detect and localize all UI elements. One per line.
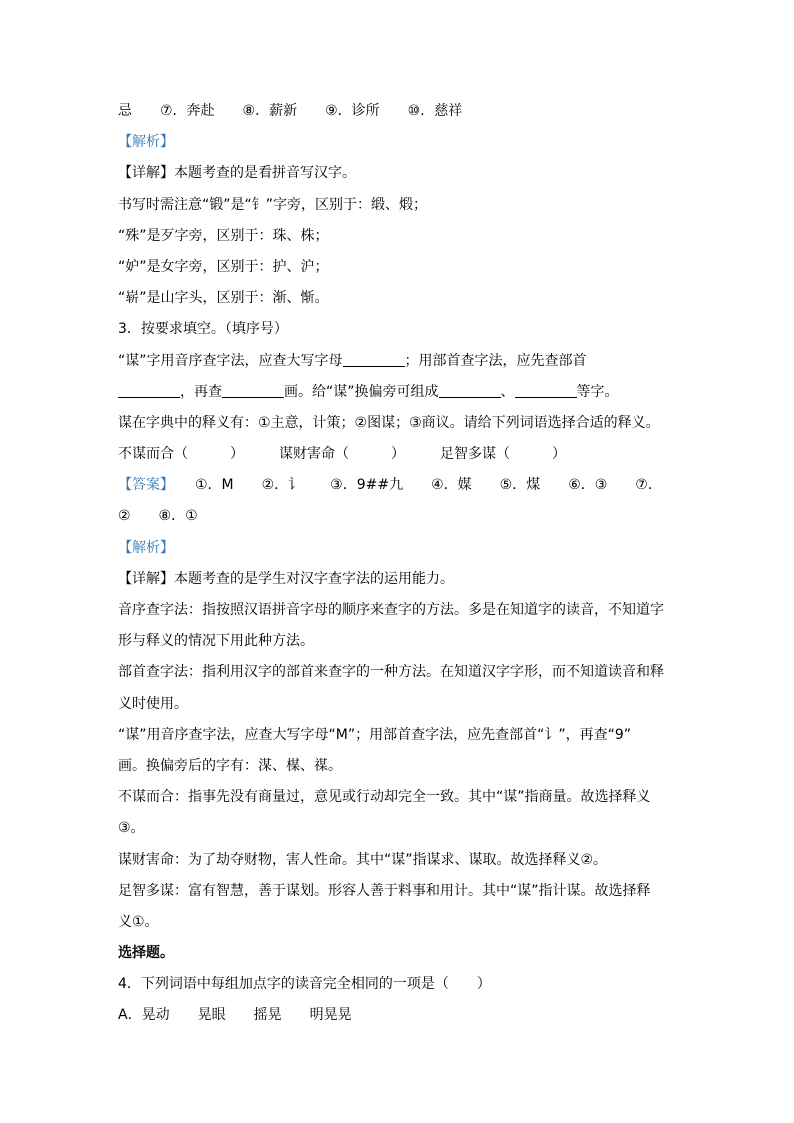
- text-line: [118, 283, 688, 314]
- text-segment: “殊”是歹字旁，区别于：珠、株；: [118, 227, 329, 244]
- text-line: [118, 595, 688, 626]
- text-line: [118, 439, 688, 470]
- text-segment: A．晃动 晃眼 摇晃 明晃晃: [118, 1007, 352, 1024]
- text-line: [118, 845, 688, 876]
- text-segment: 部首查字法：指利用汉字的部首来查字的一种方法。在知道汉字字形，而不知道读音和释: [118, 664, 664, 681]
- text-segment: 、: [500, 383, 515, 400]
- text-line: [118, 720, 688, 751]
- text-line: [118, 377, 688, 408]
- section-label: 【答案】: [118, 477, 167, 494]
- text-segment: 谋在字典中的释义有：①主意，计策；②图谋；③商议。请给下列词语选择合适的释义。: [118, 414, 660, 431]
- text-line: [118, 190, 688, 221]
- text-segment: ② ⑧．①: [118, 508, 198, 525]
- fill-in-blank: [439, 383, 501, 398]
- text-line: [118, 657, 688, 688]
- text-line: [118, 751, 688, 782]
- section-label: 【解析】: [118, 539, 174, 556]
- fill-in-blank: [118, 383, 180, 398]
- fill-in-blank: [222, 383, 284, 398]
- text-line: [118, 782, 688, 813]
- text-segment: 3．按要求填空。（填序号）: [118, 321, 288, 338]
- text-line: [118, 252, 688, 283]
- text-line: [118, 564, 688, 595]
- text-segment: “妒”是女字旁，区别于：护、沪；: [118, 258, 329, 275]
- text-segment: 足智多谋：富有智慧，善于谋划。形容人善于料事和用计。其中“谋”指计谋。故选择释: [118, 882, 651, 899]
- text-segment: 音序查字法：指按照汉语拼音字母的顺序来查字的方法。多是在知道字的读音，不知道字: [118, 602, 664, 618]
- text-line: [118, 969, 688, 1000]
- text-segment: 【详解】本题考查的是看拼音写汉字。: [118, 165, 356, 182]
- text-line: [118, 533, 688, 564]
- text-segment: 【详解】本题考查的是学生对汉字查字法的运用能力。: [118, 570, 454, 587]
- text-line: [118, 813, 688, 844]
- fill-in-blank: [515, 383, 577, 398]
- text-segment: ③。: [118, 820, 145, 837]
- text-line: [118, 221, 688, 252]
- text-segment: ；用部首查字法，应先查部首: [404, 352, 587, 369]
- text-segment: 画。给“谋”换偏旁可组成: [284, 383, 439, 400]
- text-line: [118, 1000, 688, 1031]
- text-line: [118, 346, 688, 377]
- text-segment: “谋”用音序查字法，应查大写字母“M”；用部首查字法，应先查部首“讠”，再查“9”: [118, 726, 632, 743]
- text-line: [118, 876, 688, 907]
- text-line: [118, 689, 688, 720]
- text-segment: 义时使用。: [118, 695, 188, 712]
- fill-in-blank: [343, 352, 405, 367]
- text-line: [118, 907, 688, 938]
- section-heading: 选择题。: [118, 945, 174, 962]
- text-segment: 画。换偏旁后的字有：湈、楳、禖。: [118, 757, 342, 774]
- text-line: [118, 314, 688, 345]
- text-segment: 不谋而合（ ） 谋财害命（ ） 足智多谋（ ）: [118, 446, 566, 463]
- text-line: [118, 626, 688, 657]
- text-line: [118, 470, 688, 501]
- text-line: [118, 408, 688, 439]
- text-segment: “谋”字用音序查字法，应查大写字母: [118, 352, 343, 369]
- text-line: [118, 501, 688, 532]
- text-segment: 谋财害命：为了劫夺财物，害人性命。其中“谋”指谋求、谋取。故选择释义②。: [118, 851, 608, 868]
- text-segment: 4．下列词语中每组加点字的读音完全相同的一项是（ ）: [118, 976, 491, 993]
- document-body: [118, 96, 688, 1032]
- section-label: 【解析】: [118, 134, 174, 151]
- text-segment: 形与释义的情况下用此种方法。: [118, 633, 314, 650]
- text-segment: “崭”是山字头，区别于：渐、惭。: [118, 290, 329, 307]
- text-line: [118, 127, 688, 158]
- text-segment: 等字。: [576, 383, 619, 400]
- text-line: [118, 938, 688, 969]
- text-segment: ，再查: [180, 383, 222, 400]
- text-segment: 忌 ⑦．奔赴 ⑧．薪新 ⑨．诊所 ⑩．慈祥: [118, 103, 463, 119]
- text-segment: 书写时需注意“锻”是“钅”字旁，区别于：缎、煅；: [118, 196, 428, 213]
- text-segment: 不谋而合：指事先没有商量过，意见或行动却完全一致。其中“谋”指商量。故选择释义: [118, 789, 651, 806]
- text-line: [118, 96, 688, 127]
- text-line: [118, 158, 688, 189]
- text-segment: ①．M ②．讠 ③．9##九 ④．媒 ⑤．煤 ⑥．③ ⑦．: [167, 477, 662, 494]
- text-segment: 义①。: [118, 913, 159, 930]
